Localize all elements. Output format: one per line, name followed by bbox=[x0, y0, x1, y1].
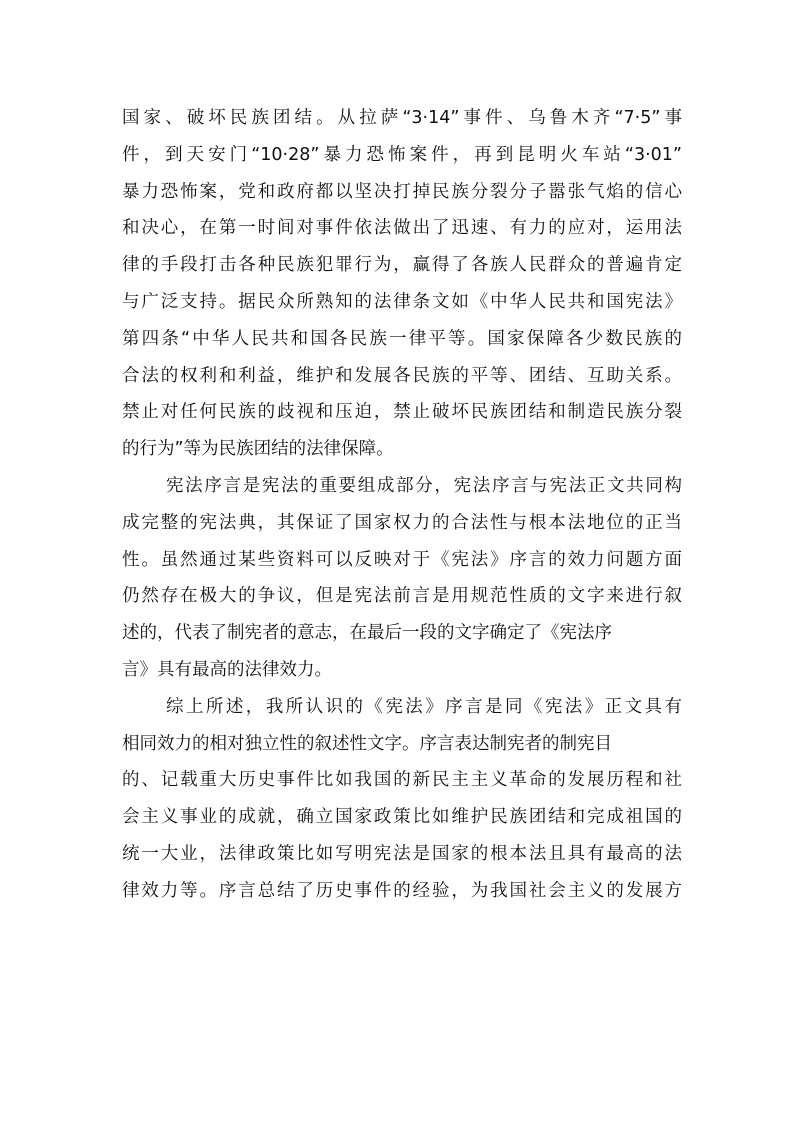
text-line: 和决心，在第一时间对事件依法做出了迅速、有力的应对，运用法 bbox=[122, 218, 682, 239]
text-line: 仍然存在极大的争议，但是宪法前言是用规范性质的文字来进行叙 bbox=[122, 586, 682, 607]
text-line: 暴力恐怖案，党和政府都以坚决打掉民族分裂分子嚣张气焰的信心 bbox=[122, 181, 682, 202]
text-line: 律的手段打击各种民族犯罪行为，赢得了各族人民群众的普遍肯定 bbox=[122, 255, 682, 276]
text-line: 会主义事业的成就，确立国家政策比如维护民族团结和完成祖国的 bbox=[122, 807, 682, 828]
text-line: 禁止对任何民族的歧视和压迫，禁止破坏民族团结和制造民族分裂 bbox=[122, 402, 682, 423]
text-line: 国家、破坏民族团结。从拉萨“3·14”事件、乌鲁木齐“7·5”事 bbox=[122, 108, 682, 128]
body-text bbox=[122, 102, 682, 912]
text-line: 述的，代表了制宪者的意志，在最后一段的文字确定了《宪法序 bbox=[122, 623, 612, 644]
text-line: 的、记载重大历史事件比如我国的新民主主义革命的发展历程和社 bbox=[122, 770, 682, 791]
text-line: 合法的权利和利益，维护和发展各民族的平等、团结、互助关系。 bbox=[122, 365, 682, 386]
text-line-paragraph-end: 的行为”等为民族团结的法律保障。 bbox=[122, 439, 394, 460]
text-line: 统一大业，法律政策比如写明宪法是国家的根本法且具有最高的法 bbox=[122, 843, 682, 864]
text-line: 相同效力的相对独立性的叙述性文字。序言表达制宪者的制宪目 bbox=[122, 733, 612, 754]
text-line: 件，到天安门“10·28”暴力恐怖案件，再到昆明火车站“3·01” bbox=[122, 144, 682, 165]
text-line-paragraph-end: 言》具有最高的法律效力。 bbox=[122, 659, 332, 680]
text-line: 与广泛支持。据民众所熟知的法律条文如《中华人民共和国宪法》 bbox=[122, 291, 682, 312]
text-line-paragraph-start: 综上所述，我所认识的《宪法》序言是同《宪法》正文具有 bbox=[166, 696, 682, 717]
text-line-paragraph-start: 宪法序言是宪法的重要组成部分，宪法序言与宪法正文共同构 bbox=[166, 475, 682, 496]
text-line: 成完整的宪法典，其保证了国家权力的合法性与根本法地位的正当 bbox=[122, 512, 682, 533]
text-line: 性。虽然通过某些资料可以反映对于《宪法》序言的效力问题方面 bbox=[122, 549, 682, 570]
text-line: 第四条“中华人民共和国各民族一律平等。国家保障各少数民族的 bbox=[122, 328, 682, 349]
text-line: 律效力等。序言总结了历史事件的经验，为我国社会主义的发展方 bbox=[122, 880, 682, 901]
